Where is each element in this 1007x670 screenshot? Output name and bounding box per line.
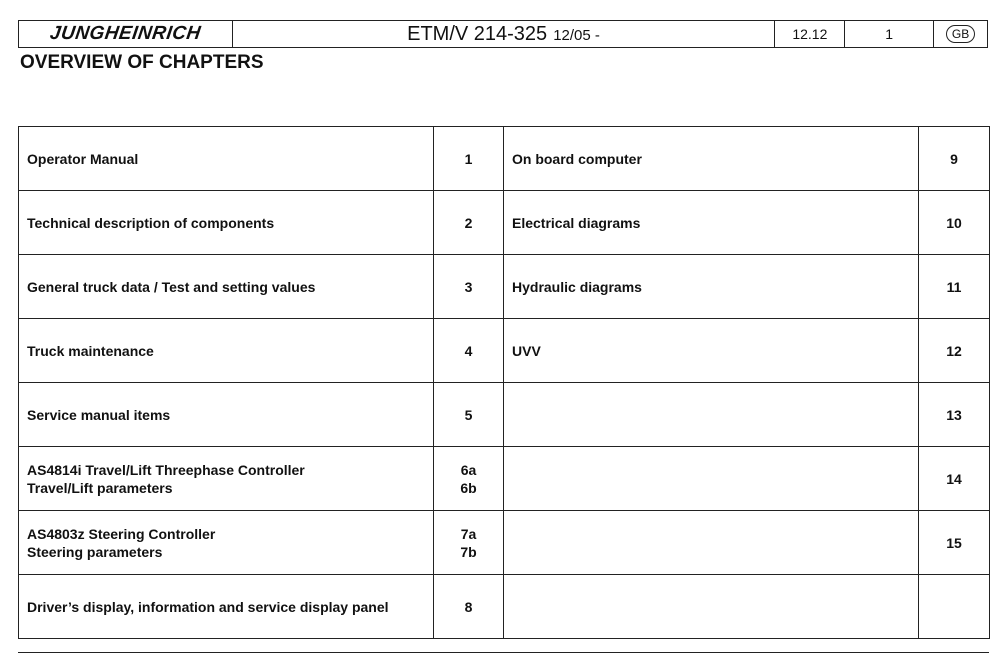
chapter-number: 12 [946,342,962,359]
document-version: 12.12 [792,26,828,42]
chapter-number: 15 [946,534,962,551]
chapter-row [19,255,990,319]
chapter-title: Travel/Lift parameters [27,479,173,496]
chapter-number-cell [919,447,990,511]
chapter-number-cell [919,191,990,255]
page-number: 1 [885,26,894,42]
chapters-table [18,126,990,639]
chapter-number-cell [434,319,504,383]
chapter-number: 2 [464,214,473,231]
version-cell [775,21,845,47]
chapter-number-cell [919,255,990,319]
chapter-title-cell [19,575,434,639]
chapter-number: 11 [946,278,962,295]
chapter-number-cell [434,255,504,319]
document-title: ETM/V 214-325 [407,22,548,45]
chapter-number-cell [434,127,504,191]
bottom-rule [18,652,989,653]
chapter-title: Truck maintenance [27,342,154,359]
chapters-table-body [19,127,990,639]
chapter-number-cell [434,575,504,639]
chapter-title-cell [504,191,919,255]
page-heading: OVERVIEW OF CHAPTERS [20,52,264,73]
chapter-title: Operator Manual [27,150,139,167]
document-date: 12/05 - [553,27,600,44]
chapter-title-cell [19,127,434,191]
chapter-row [19,511,990,575]
chapter-title: General truck data / Test and setting values [27,278,316,295]
jungheinrich-logo: JUNGHEINRICH [48,23,203,44]
page-cell [845,21,934,47]
chapter-number-cell [434,447,504,511]
chapter-title: AS4803z Steering Controller [27,525,216,542]
chapter-number-cell [919,319,990,383]
chapter-title: On board computer [512,150,642,167]
chapter-number: 10 [946,214,962,231]
chapter-number: 6b [460,479,477,496]
chapter-number-cell [919,575,990,639]
chapter-number: 7b [460,543,477,560]
chapter-number-cell [434,511,504,575]
chapter-number: 4 [464,342,473,359]
chapter-title: Technical description of components [27,214,275,231]
document-header [18,20,988,48]
chapter-title-cell [19,319,434,383]
language-badge: GB [946,25,975,43]
chapter-title: Electrical diagrams [512,214,641,231]
chapter-title-cell [504,575,919,639]
chapter-number: 9 [950,150,958,167]
chapter-title: AS4814i Travel/Lift Threephase Controller [27,461,305,478]
chapter-title-cell [504,127,919,191]
chapter-number: 1 [464,150,473,167]
chapter-title-cell [19,511,434,575]
chapter-number: 13 [946,406,962,423]
chapter-row [19,191,990,255]
chapter-title: Hydraulic diagrams [512,278,642,295]
chapter-row [19,447,990,511]
chapter-title: Service manual items [27,406,171,423]
chapter-number: 5 [464,406,473,423]
chapter-number-cell [919,383,990,447]
chapter-row [19,127,990,191]
logo-cell [19,21,233,47]
chapter-number-cell [434,191,504,255]
chapter-number-cell [919,511,990,575]
chapter-number: 6a [460,461,477,478]
chapter-title-cell [19,383,434,447]
chapter-number: 8 [464,598,473,615]
chapter-title-cell [504,511,919,575]
chapter-row [19,319,990,383]
chapter-number: 7a [460,525,477,542]
chapter-row [19,383,990,447]
chapter-title: Driver’s display, information and service display panel [27,598,389,615]
chapter-title-cell [19,191,434,255]
chapter-row [19,575,990,639]
chapter-number: 14 [946,470,962,487]
chapter-title: Steering parameters [27,543,163,560]
chapter-title-cell [504,255,919,319]
chapter-number-cell [919,127,990,191]
language-cell [934,21,987,47]
chapter-number: 3 [464,278,473,295]
chapter-title-cell [504,383,919,447]
chapter-number-cell [434,383,504,447]
chapter-title-cell [504,319,919,383]
chapter-title-cell [19,447,434,511]
chapter-title-cell [504,447,919,511]
title-cell [233,21,776,47]
chapter-title: UVV [512,342,541,359]
chapter-title-cell [19,255,434,319]
